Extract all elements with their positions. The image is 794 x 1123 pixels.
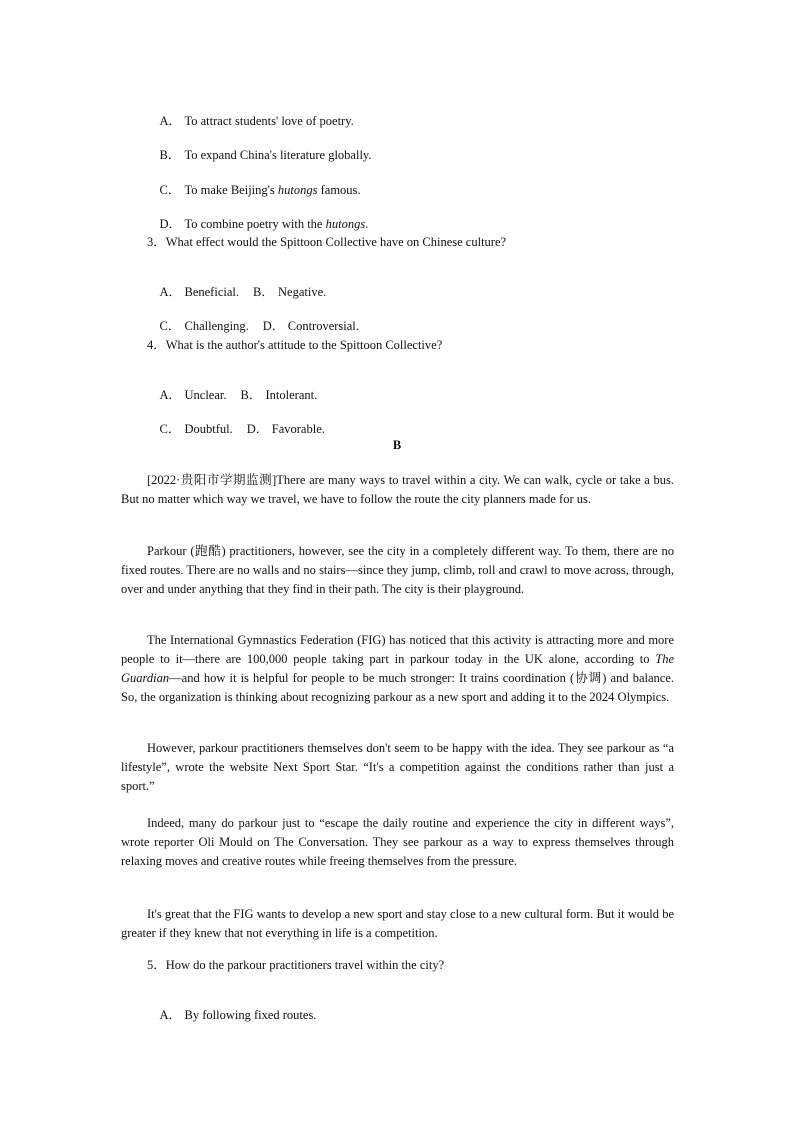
option-text: By following fixed routes. — [184, 1008, 317, 1022]
option-text: Challenging. — [184, 319, 249, 333]
option-text: . — [365, 217, 369, 231]
option-text: Negative. — [278, 285, 327, 299]
option-label: D． — [159, 217, 182, 231]
paragraph-text: —and how it is helpful for people to be much stronger: It trains coordination (协调) and balance. So, the organization is thinking about recognizing parkour as a new sport and adding it to the 2024 Olympics. — [121, 671, 674, 704]
option-label: D． — [262, 319, 285, 333]
passage-paragraph-2: Parkour (跑酷) practitioners, however, see the city in a completely different way. To them, there are no fixed routes. There are no walls and no stairs—since they jump, climb, roll and crawl to move across, through, over and under anything that they find in their path. The city is their playground. — [121, 544, 674, 596]
option-label: B． — [240, 388, 262, 402]
passage-paragraph-5: Indeed, many do parkour just to “escape the daily routine and experience the city in different ways”, wrote reporter Oli Mould on The Conversation. They see parkour as a way to express themselves through relaxing moves and creative routes while freeing themselves from the pressure. — [121, 816, 674, 868]
q3-stem: 3．What effect would the Spittoon Collective have on Chinese culture? — [147, 235, 507, 249]
option-text: To attract students' love of poetry. — [184, 114, 354, 128]
option-text: Beneficial. — [184, 285, 239, 299]
option-label: A． — [159, 1008, 182, 1022]
option-label: C． — [159, 422, 181, 436]
option-label: A． — [159, 388, 182, 402]
q5-option-a — [147, 991, 316, 1039]
option-label: B． — [159, 148, 181, 162]
option-label: D． — [246, 422, 269, 436]
option-text: famous. — [317, 183, 361, 197]
option-label: A． — [159, 285, 182, 299]
passage-paragraph-4: However, parkour practitioners themselves don't seem to be happy with the idea. They see parkour as “a lifestyle”, wrote the website Next Sport Star. “It's a competition against the conditions rather than just a sport.” — [121, 741, 674, 793]
q4-stem: 4．What is the author's attitude to the Spittoon Collective? — [147, 338, 443, 352]
option-text: To combine poetry with the — [184, 217, 326, 231]
q5-stem: 5．How do the parkour practitioners travel within the city? — [147, 958, 445, 972]
passage-paragraph-3 — [121, 631, 674, 707]
paragraph-text: The International Gymnastics Federation (FIG) has noticed that this activity is attracting more and more people to it—there are 100,000 people taking part in parkour today in the UK alone, according to — [121, 633, 674, 666]
option-text: To make Beijing's — [184, 183, 278, 197]
option-label: C． — [159, 183, 181, 197]
passage-paragraph-1: [2022·贵阳市学期监测]There are many ways to travel within a city. We can walk, cycle or take a bus. But no matter which way we travel, we have to follow the route the city planners made for us. — [121, 473, 674, 506]
option-text: Unclear. — [184, 388, 227, 402]
option-text: To expand China's literature globally. — [184, 148, 372, 162]
option-text: Intolerant. — [265, 388, 318, 402]
option-text: Controversial. — [287, 319, 359, 333]
option-text: Favorable. — [271, 422, 325, 436]
option-label: A． — [159, 114, 182, 128]
section-heading: B — [392, 438, 402, 452]
option-label: B． — [253, 285, 274, 299]
option-label: C． — [159, 319, 181, 333]
option-text-italic: hutongs — [277, 183, 318, 197]
newspaper-title: The Guardian — [121, 652, 674, 685]
option-text-italic: hutongs — [325, 217, 366, 231]
option-text: Doubtful. — [184, 422, 233, 436]
passage-paragraph-6: It's great that the FIG wants to develop a new sport and stay close to a new cultural form. But it would be greater if they knew that not everything in life is a competition. — [121, 907, 674, 940]
